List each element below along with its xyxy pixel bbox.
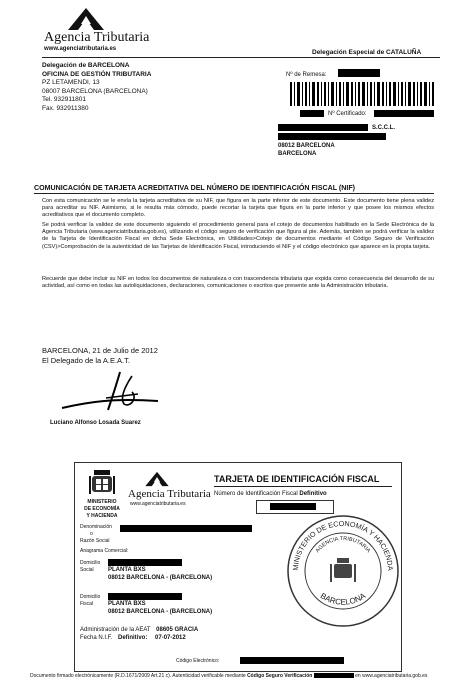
- card-domicilio-fiscal-line2: 08012 BARCELONA - (BARCELONA): [108, 609, 213, 615]
- remesa-label: Nº de Remesa:: [286, 72, 327, 78]
- redacted-certificado-2: [374, 110, 434, 117]
- card-denominacion-label3: Razón Social: [80, 538, 110, 544]
- redacted-denominacion: [120, 525, 252, 532]
- office-fax: Fax. 932911380: [42, 104, 89, 112]
- letter-paragraph-3: Recuerde que debe incluir su NIF en todos los documentos de naturaleza o con trascendencia tributaria que expida como consecuencia del desarrollo de su actividad, así como en todas las autoliquidaciones, declaraciones, comunicaciones o escritos que presente ante la Administración tributaria.: [42, 276, 434, 290]
- card-admin-row: [80, 626, 198, 634]
- recipient-postal: 08012 BARCELONA: [278, 143, 335, 149]
- header-rule: [42, 57, 440, 58]
- card-denominacion-label2: o: [90, 531, 93, 537]
- card-agency-logo-icon: [144, 470, 170, 488]
- footer-right: en www.agenciatributaria.gob.es: [355, 673, 428, 679]
- title-rule: [34, 193, 434, 194]
- card-domicilio-social-line2: 08012 BARCELONA - (BARCELONA): [108, 575, 213, 581]
- card-domicilio-social-label1: Domicilio: [80, 560, 101, 566]
- svg-text:MINISTERIO DE ECONOMÍA Y HACIE: [291, 519, 395, 571]
- card-nif-line: [214, 490, 327, 498]
- card-fecha-value: 07-07-2012: [155, 635, 186, 641]
- card-fecha-status: Definitivo:: [118, 635, 148, 641]
- card-nif-label: Número de Identificación Fiscal: [214, 491, 298, 497]
- header-agency-name: Agencia Tributaria: [44, 30, 150, 45]
- card-domicilio-social-label2: Social: [80, 567, 94, 573]
- card-domicilio-social-line1: PLANTA BXS: [108, 567, 146, 573]
- redacted-csv: [314, 673, 354, 678]
- stamp-bottom-text: BARCELONA: [318, 591, 368, 607]
- recipient-city: BARCELONA: [278, 151, 317, 157]
- card-domicilio-social-value: [108, 566, 212, 582]
- card-codigo-label: Código Electrónico:: [176, 658, 220, 664]
- redacted-domicilio-fiscal: [108, 593, 182, 600]
- header-delegation: Delegación Especial de CATALUÑA: [312, 49, 422, 56]
- redacted-recipient-address: [278, 133, 386, 140]
- office-line1: Delegación de BARCELONA: [42, 62, 130, 69]
- signature-icon: [58, 368, 168, 414]
- office-line4: 08007 BARCELONA (BARCELONA): [42, 87, 148, 95]
- coat-of-arms-icon: [88, 468, 116, 498]
- card-fecha-row: [80, 634, 186, 642]
- header-agency-url: www.agenciatributaria.es: [44, 46, 117, 52]
- card-domicilio-fiscal-label1: Domicilio: [80, 594, 101, 600]
- office-tel: Tel. 932911801: [42, 96, 86, 104]
- header-logo: [66, 6, 106, 32]
- letter-place-date: BARCELONA, 21 de Julio de 2012: [42, 346, 158, 355]
- redacted-remesa: [338, 69, 380, 77]
- card-admin-value: 08605 GRACIA: [156, 627, 199, 633]
- redacted-certificado-1: [300, 110, 324, 117]
- office-line2: OFICINA DE GESTIÓN TRIBUTARIA: [42, 70, 152, 78]
- footer-csv-label: Código Seguro Verificación: [247, 673, 313, 679]
- agency-logo-icon: [66, 6, 106, 32]
- card-domicilio-fiscal-label2: Fiscal: [80, 601, 94, 607]
- card-ministry-line2: DE ECONOMÍA: [84, 506, 120, 512]
- card-denominacion-label: [80, 524, 112, 545]
- card-denominacion-label1: Denominación: [80, 524, 112, 530]
- card-agency-name: Agencia Tributaria: [128, 488, 211, 500]
- card-ministry-line3: Y HACIENDA: [86, 513, 118, 519]
- card-domicilio-fiscal-label: [80, 594, 100, 608]
- barcode-icon: [290, 82, 436, 106]
- recipient-suffix: S.C.C.L.: [372, 125, 396, 131]
- card-anagrama-label: Anagrama Comercial:: [80, 548, 129, 554]
- redacted-recipient-name: [278, 124, 368, 131]
- card-title-rule: [214, 486, 392, 487]
- office-address: [42, 62, 151, 114]
- card-domicilio-fiscal-line1: PLANTA BXS: [108, 601, 146, 607]
- card-nif-status: Definitivo: [299, 491, 327, 497]
- certificado-label: Nº Certificado:: [328, 111, 367, 117]
- letter-paragraph-1: Con esta comunicación se le envía la tarjeta acreditativa de su NIF, que figura en la parte inferior de este documento. Este documento tiene plena validez para acreditar su NIF. Asimismo, si le resulta más cómodo, puede recortar la tarjeta que figura en la parte inferior y que posee los mismos efectos acreditativos que el documento completo.: [42, 198, 434, 219]
- footer-left: Documento firmado electrónicamente (R.D.1671/2009 Art.21 c). Autenticidad verificable mediante: [30, 673, 246, 679]
- card-domicilio-social-label: [80, 560, 100, 574]
- letter-title: COMUNICACIÓN DE TARJETA ACREDITATIVA DEL NÚMERO DE IDENTIFICACIÓN FISCAL (NIF): [34, 184, 356, 192]
- redacted-domicilio-social: [108, 559, 182, 566]
- card-fecha-label: Fecha N.I.F.: [80, 635, 113, 641]
- stamp-top-text: MINISTERIO DE ECONOMÍA Y HACIENDA: [290, 518, 396, 571]
- card-domicilio-fiscal-value: [108, 600, 212, 616]
- card-agency-url: www.agenciatributaria.es: [130, 501, 186, 507]
- letter-paragraph-2: Se podrá verificar la validez de este documento siguiendo el procedimiento general para el cotejo de documentos habilitado en la Sede Electrónica de la Agencia Tributaria (www.agenciatributaria.gob.es), utilizando el código seguro de verificación que figura al pie. Además, también se podrá verificar la validez de la Tarjeta de Identificación Fiscal en dicha Sede Electrónica, en Utilidades>Cotejo de documentos mediante el Código Seguro de Verificación (CSV)>Comprobación de la autenticidad de las Tarjetas de Identificación Fiscal, introduciendo el NIF y el código electrónico que aparece en la propia tarjeta.: [42, 222, 434, 250]
- card-ministry: [82, 499, 122, 520]
- footer-note: [30, 673, 450, 680]
- letter-signer-name: Luciano Alfonso Losada Suarez: [50, 420, 141, 426]
- card-ministry-line1: MINISTERIO: [87, 499, 117, 505]
- letter-signer-role: El Delegado de la A.E.A.T.: [42, 356, 130, 365]
- office-line3: PZ LETAMENDI, 13: [42, 79, 100, 87]
- redacted-nif: [270, 503, 316, 510]
- stamp-inner-text: AGENCIA TRIBUTARIA: [314, 535, 372, 555]
- redacted-codigo: [240, 657, 344, 664]
- card-admin-label: Administración de la AEAT: [80, 627, 151, 633]
- card-title: TARJETA DE IDENTIFICACIÓN FISCAL: [214, 474, 380, 484]
- official-stamp-icon: [284, 512, 402, 630]
